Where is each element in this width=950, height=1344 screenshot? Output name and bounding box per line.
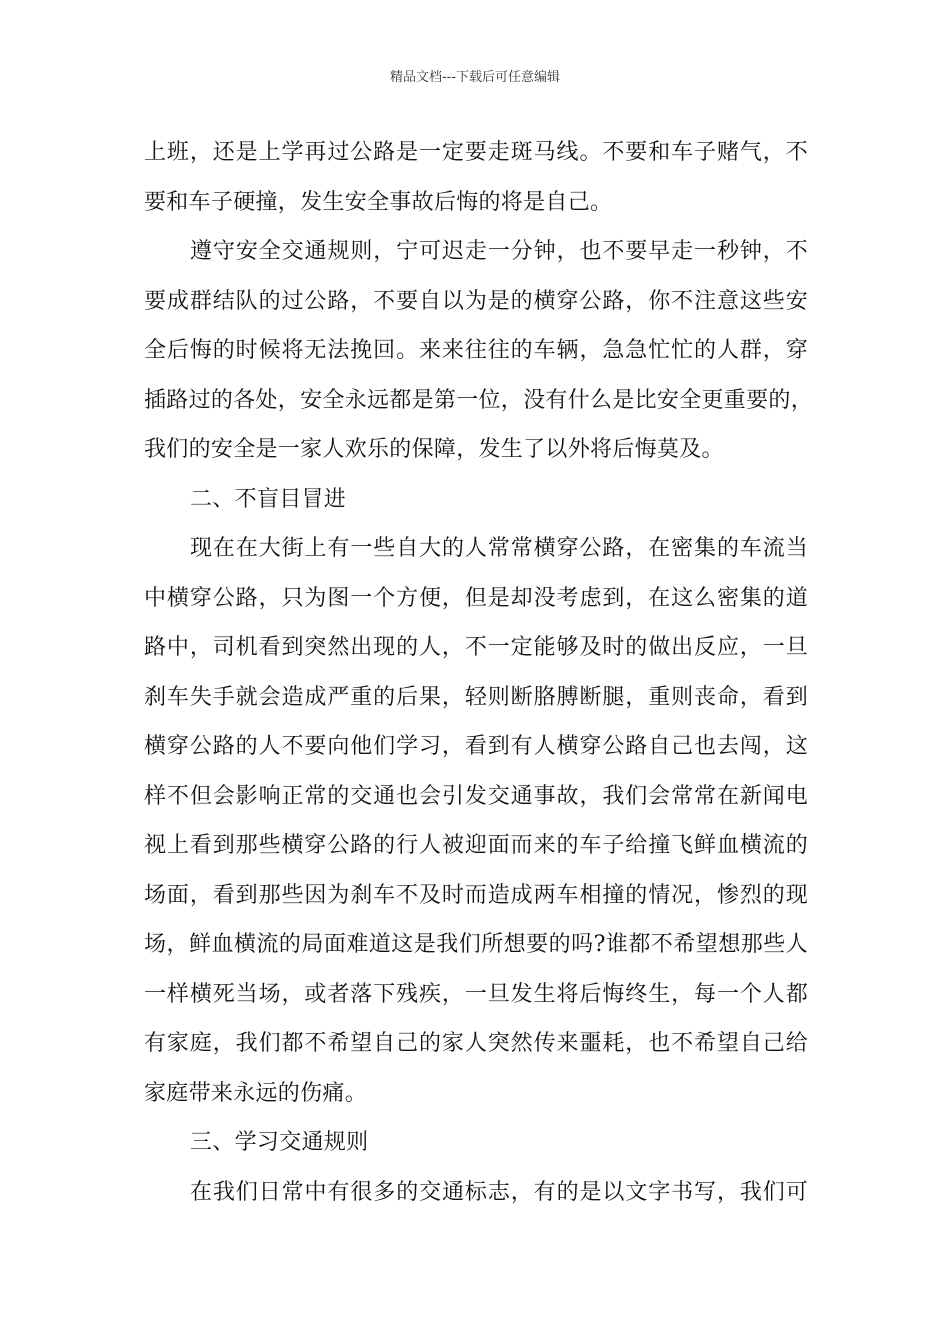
paragraph-line: 样不但会影响正常的交通也会引发交通事故，我们会常常在新闻电 [144,783,808,809]
section-heading: 三、学习交通规则 [190,1130,369,1155]
paragraph-line: 全后悔的时候将无法挽回。来来往往的车辆，急急忙忙的人群，穿 [144,338,808,363]
paragraph-line: 遵守安全交通规则，宁可迟走一分钟，也不要早走一秒钟，不 [190,239,808,264]
section-heading: 二、不盲目冒进 [190,486,347,512]
paragraph-line: 现在在大街上有一些自大的人常常横穿公路，在密集的车流当 [190,536,808,561]
paragraph-line: 插路过的各处，安全永远都是第一位，没有什么是比安全更重要的， [144,387,814,413]
paragraph-line: 路中，司机看到突然出现的人，不一定能够及时的做出反应，一旦 [144,635,808,660]
paragraph-line: 家庭带来永远的伤痛。 [144,1080,368,1106]
paragraph-line: 在我们日常中有很多的交通标志，有的是以文字书写，我们可 [190,1179,808,1205]
paragraph-line: 一样横死当场，或者落下残疾，一旦发生将后悔终生，每一个人都 [144,981,808,1007]
paragraph-line: 场，鲜血横流的局面难道这是我们所想要的吗?谁都不希望想那些人 [144,932,808,957]
paragraph-line: 刹车失手就会造成严重的后果，轻则断胳膊断腿，重则丧命，看到 [144,684,808,710]
document-body [144,128,814,1217]
paragraph-line: 横穿公路的人不要向他们学习，看到有人横穿公路自己也去闯，这 [144,734,808,759]
page-header: 精品文档---下载后可任意编辑 [389,70,561,85]
paragraph-line: 上班，还是上学再过公路是一定要走斑马线。不要和车子赌气，不 [144,140,808,165]
paragraph-line: 中横穿公路，只为图一个方便，但是却没考虑到，在这么密集的道 [144,585,808,611]
paragraph-line: 视上看到那些横穿公路的行人被迎面而来的车子给撞飞鲜血横流的 [144,833,808,858]
paragraph-line: 要成群结队的过公路，不要自以为是的横穿公路，你不注意这些安 [144,288,808,314]
paragraph-line: 我们的安全是一家人欢乐的保障，发生了以外将后悔莫及。 [144,437,724,462]
paragraph-line: 有家庭，我们都不希望自己的家人突然传来噩耗，也不希望自己给 [144,1031,808,1056]
paragraph-line: 要和车子硬撞，发生安全事故后悔的将是自己。 [144,189,613,215]
paragraph-line: 场面，看到那些因为刹车不及时而造成两车相撞的情况，惨烈的现 [144,882,808,908]
